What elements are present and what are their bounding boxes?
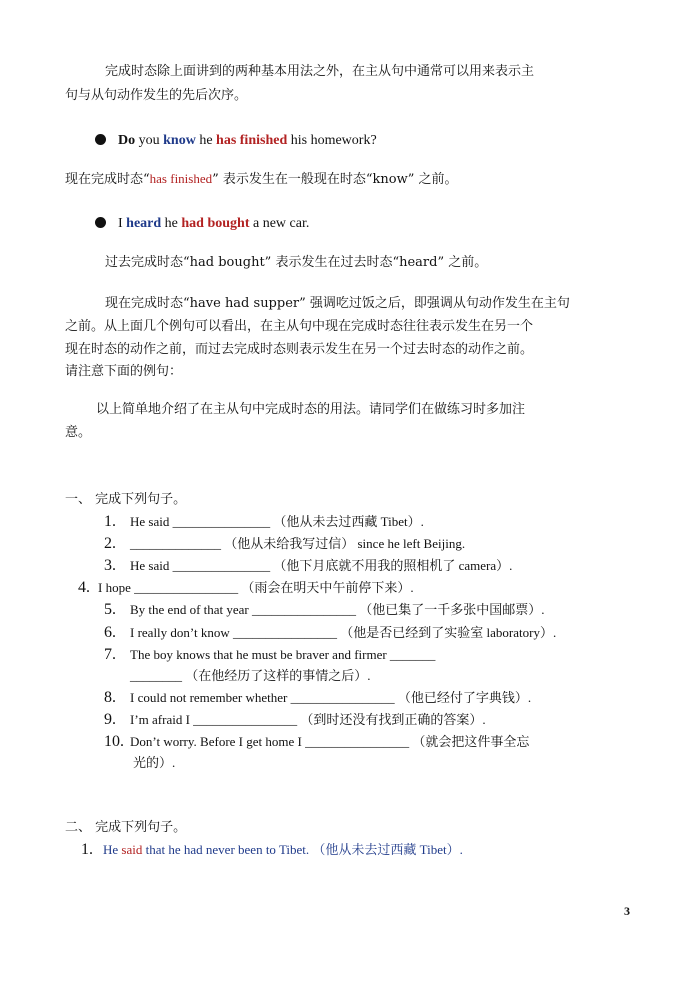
example-sentence-1 <box>95 133 377 149</box>
word: his homework? <box>287 133 377 148</box>
list-item: 8. I could not remember whether ________________ （他已经付了字典钱）. <box>104 689 532 706</box>
list-item: 10. Don’t worry. Before I get home I ________________ （就会把这件事全忘 <box>104 733 530 750</box>
list-item: 4. I hope ________________ （雨会在明天中午前停下来）. <box>78 579 414 596</box>
list-item: 6. I really don’t know ________________ （他是否已经到了实验室 laboratory）. <box>104 624 557 641</box>
note-1: 现在完成时态“has finished” 表示发生在一般现在时态“know” 之前。 <box>65 171 458 187</box>
word-heard: heard <box>126 216 162 231</box>
bullet-icon <box>95 217 106 228</box>
section2-heading: 二、 完成下列句子。 <box>65 820 187 835</box>
para2-line3: 现在时态的动作之前，而过去完成时态则表示发生在另一个过去时态的动作之前。 <box>65 342 534 357</box>
para1-line1: 完成时态除上面讲到的两种基本用法之外，在主从句中通常可以用来表示主 <box>105 64 535 79</box>
word-know: know <box>163 133 196 148</box>
bullet-icon <box>95 134 106 145</box>
list-item: 7. The boy knows that he must be braver and firmer _______ <box>104 646 436 663</box>
list-item: 5. By the end of that year ________________ （他已集了一千多张中国邮票）. <box>104 601 545 618</box>
para1-line2: 句与从句动作发生的先后次序。 <box>65 88 248 103</box>
word: you <box>135 133 164 148</box>
answer-item: 1. He said that he had never been to Tibet. （他从未去过西藏 Tibet）. <box>81 841 463 858</box>
para3-line1: 以上简单地介绍了在主从句中完成时态的用法。请同学们在做练习时多加注 <box>96 402 526 417</box>
word-had-bought: had bought <box>181 216 250 231</box>
list-item: 9. I’m afraid I ________________ （到时还没有找到正确的答案）. <box>104 711 486 728</box>
para2-line4: 请注意下面的例句： <box>65 364 183 379</box>
list-item-continuation: ________ （在他经历了这样的事情之后）. <box>130 668 371 683</box>
para3-line2: 意。 <box>65 425 92 440</box>
section1-heading: 一、 完成下列句子。 <box>65 492 187 507</box>
para2-line2: 之前。从上面几个例句可以看出，在主从句中现在完成时态往往表示发生在另一个 <box>65 319 534 334</box>
example-sentence-2: I heard he had bought a new car. <box>95 216 309 232</box>
word-said: said <box>121 842 143 857</box>
word-has-finished: has finished <box>216 133 288 148</box>
list-item-continuation: 光的）. <box>133 755 176 770</box>
note-2: 过去完成时态“had bought” 表示发生在过去时态“heard” 之前。 <box>105 255 488 270</box>
para2-line1: 现在完成时态“have had supper” 强调吃过饭之后，即强调从句动作发生在主句 <box>105 296 570 311</box>
word: Do <box>118 133 136 148</box>
list-item: 2. ______________ （他从未给我写过信） since he left Beijing. <box>104 535 466 552</box>
list-item: 1. He said _______________ （他从未去过西藏 Tibet）. <box>104 513 424 530</box>
highlight-has-finished: has finished <box>149 171 213 186</box>
list-item: 3. He said _______________ （他下月底就不用我的照相机了 camera）. <box>104 557 513 574</box>
word: he <box>195 133 217 148</box>
page-number: 3 <box>624 904 630 918</box>
